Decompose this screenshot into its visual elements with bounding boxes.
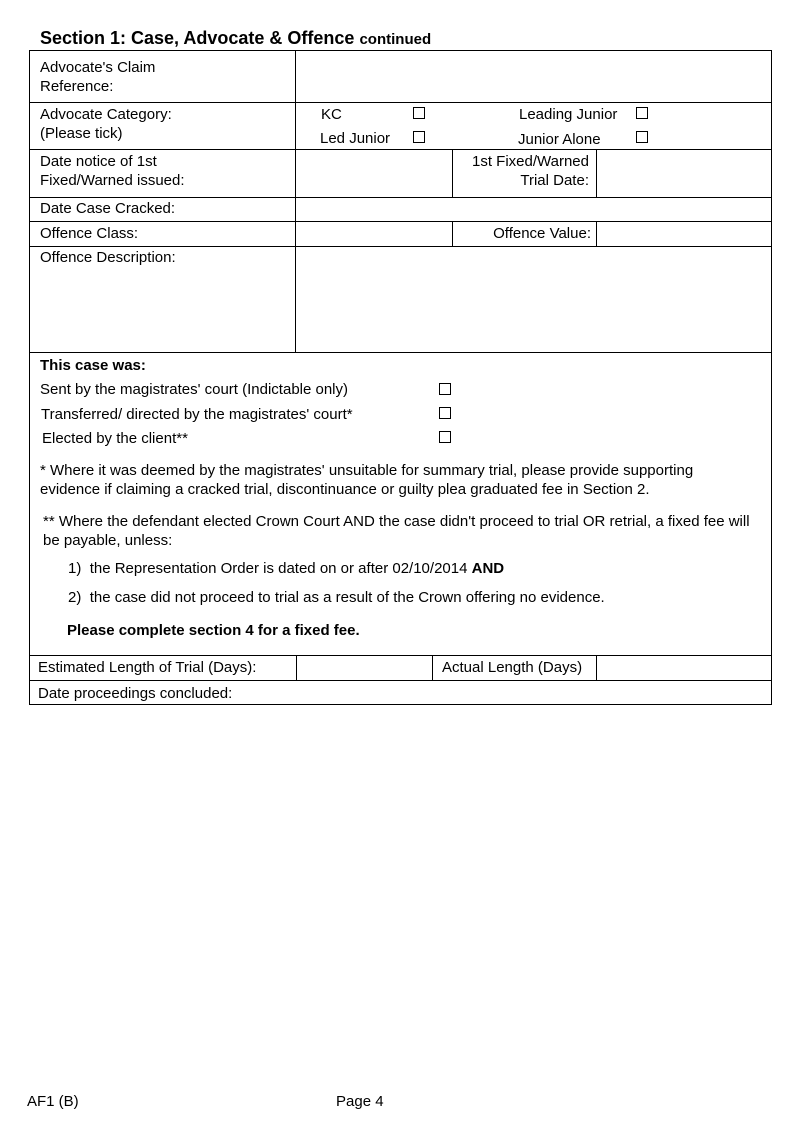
offence-value-label: Offence Value: [493,225,591,242]
date-concluded-label: Date proceedings concluded: [38,685,233,702]
condition-1-and: AND [471,560,505,577]
condition-1-number: 1) [68,560,82,577]
condition-2-text: the case did not proceed to trial as a result of the Crown offering no evidence. [89,589,605,606]
form-code: AF1 (B) [27,1093,79,1110]
fixed-trial-date-label-1: 1st Fixed/Warned [472,153,589,170]
case-was-heading: This case was: [40,357,146,374]
leading-junior-checkbox[interactable] [636,107,648,119]
notice-date-label-1: Date notice of 1st [40,153,157,170]
offence-description-input[interactable] [296,247,771,352]
advocate-category-label: Advocate Category: [40,106,172,123]
junior-alone-checkbox[interactable] [636,131,648,143]
option-sent-label: Sent by the magistrates' court (Indictable only) [40,381,349,398]
fixed-trial-date-input[interactable] [597,150,771,197]
notice-date-input[interactable] [296,150,452,197]
estimated-length-label: Estimated Length of Trial (Days): [38,659,257,676]
claim-reference-label-1: Advocate's Claim [40,59,156,76]
complete-section-4-note: Please complete section 4 for a fixed fee. [67,622,360,639]
claim-reference-label-2: Reference: [40,78,114,95]
condition-2 [68,588,605,607]
claim-reference-input[interactable] [296,51,771,102]
option-sent-checkbox[interactable] [439,383,451,395]
row-divider [30,102,771,103]
note-magistrates: * Where it was deemed by the magistrates' unsuitable for summary trial, please provide supporting evidence if claiming a cracked trial, discontinuance or guilty plea graduated fee in Section 2. [40,462,694,498]
option-transferred-label: Transferred/ directed by the magistrates' court* [41,406,353,423]
section-title-continued: continued [359,31,432,48]
please-tick-label: (Please tick) [40,125,123,142]
led-junior-label: Led Junior [320,130,391,147]
option-elected-checkbox[interactable] [439,431,451,443]
led-junior-checkbox[interactable] [413,131,425,143]
offence-description-label: Offence Description: [40,249,176,266]
condition-2-number: 2) [68,589,82,606]
section-title [40,28,431,49]
page-number: Page 4 [336,1093,384,1110]
actual-length-input[interactable] [597,656,771,680]
kc-checkbox[interactable] [413,107,425,119]
notice-date-label-2: Fixed/Warned issued: [40,172,185,189]
kc-label: KC [321,106,342,123]
fixed-trial-date-label-2: Trial Date: [520,172,589,189]
leading-junior-label: Leading Junior [519,106,618,123]
actual-length-label: Actual Length (Days) [442,659,583,676]
date-cracked-label: Date Case Cracked: [40,200,176,217]
condition-1 [68,559,504,578]
date-concluded-input[interactable] [260,681,770,703]
offence-value-input[interactable] [597,222,771,246]
note-elected: ** Where the defendant elected Crown Court AND the case didn't proceed to trial OR retrial, a fixed fee will be payable, unless: [43,513,750,549]
condition-1-text: the Representation Order is dated on or after 02/10/2014 [89,560,468,577]
section-title-text: Section 1: Case, Advocate & Offence [40,28,355,48]
junior-alone-label: Junior Alone [518,131,601,148]
option-transferred-checkbox[interactable] [439,407,451,419]
row-divider [30,352,771,353]
offence-class-label: Offence Class: [40,225,139,242]
column-divider [432,655,433,680]
estimated-length-input[interactable] [297,656,432,680]
option-elected-label: Elected by the client** [42,430,188,447]
date-cracked-input[interactable] [296,198,771,221]
offence-class-input[interactable] [296,222,452,246]
